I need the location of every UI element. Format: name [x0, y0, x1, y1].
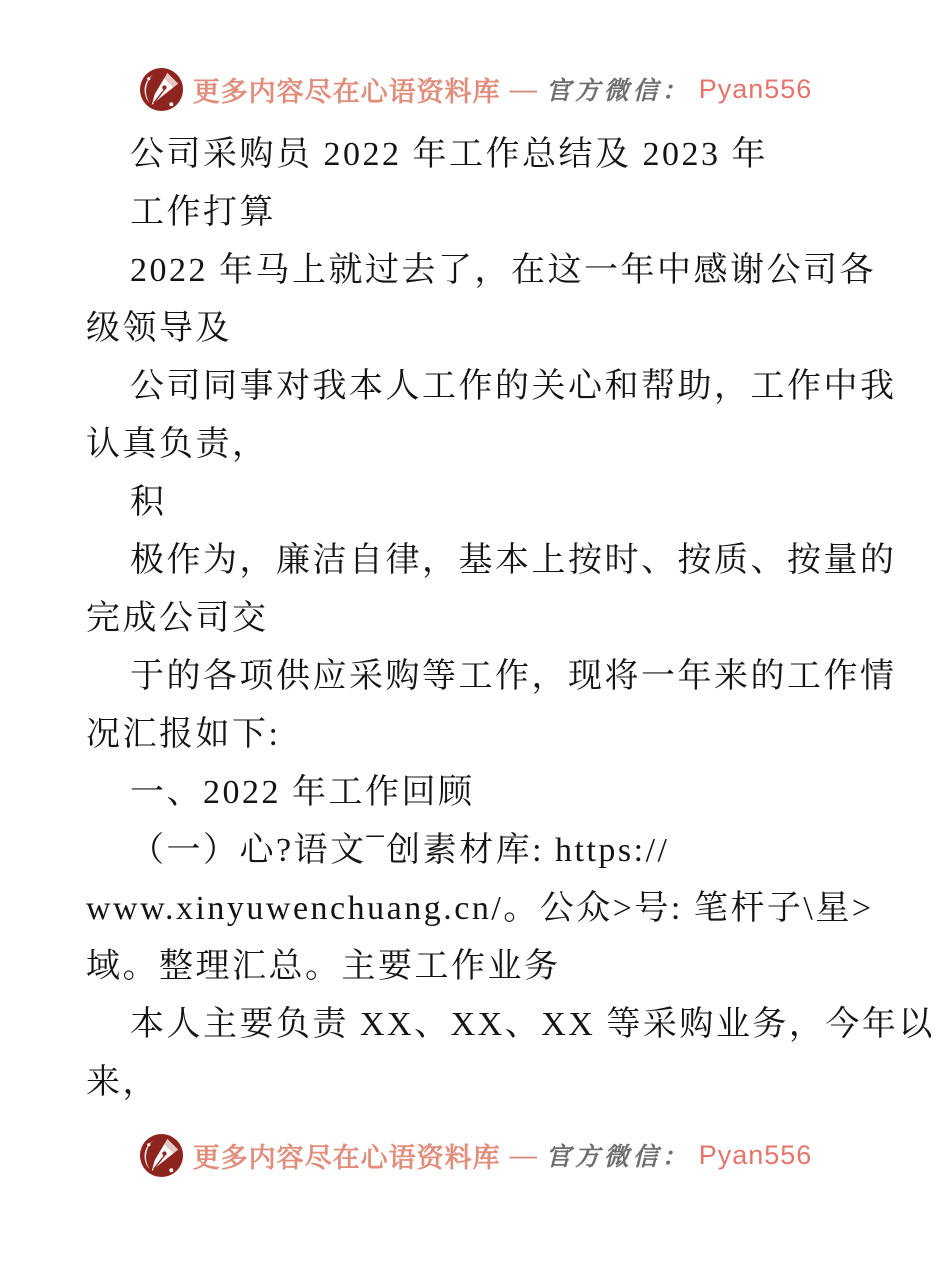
watermark-wechat-account: Pyan556	[698, 73, 813, 104]
document-page	[86, 126, 935, 1112]
text-line: 公司同事对我本人工作的关心和帮助，工作中我	[130, 368, 897, 405]
text-line: 域。整理汇总。主要工作业务	[86, 948, 561, 985]
text-line: 极作为，廉洁自律，基本上按时、按质、按量的	[130, 542, 897, 579]
watermark-wechat-label: 官方微信：	[545, 78, 691, 105]
pen-logo-icon	[138, 66, 185, 113]
title-line-1: 公司采购员 2022 年工作总结及 2023 年	[130, 136, 768, 173]
text-line: 级领导及	[86, 310, 232, 347]
text-line: 2022 年马上就过去了，在这一年中感谢公司各	[130, 252, 876, 289]
watermark-dash: —	[509, 73, 537, 104]
watermark-brand-text: 更多内容尽在心语资料库	[192, 76, 501, 107]
text-line: 于的各项供应采购等工作，现将一年来的工作情	[130, 658, 897, 695]
text-line: 来，	[86, 1064, 159, 1101]
text-line: 完成公司交	[86, 600, 269, 637]
text-line: 认真负责，	[86, 426, 269, 463]
pen-logo-icon	[138, 1132, 185, 1179]
title-line-2: 工作打算	[130, 194, 276, 231]
footer-watermark	[0, 1122, 950, 1188]
text-line: 况汇报如下:	[86, 716, 281, 753]
text-line: www.xinyuwenchuang.cn/。公众>号: 笔杆子\星>	[86, 890, 874, 927]
section-heading: 一、2022 年工作回顾	[130, 774, 475, 811]
text-line: 本人主要负责 XX、XX、XX 等采购业务，今年以	[130, 1006, 935, 1043]
watermark-brand-text: 更多内容尽在心语资料库	[192, 1142, 501, 1173]
watermark-wechat-account: Pyan556	[698, 1139, 813, 1170]
text-line: 积	[130, 484, 167, 521]
text-line: （一）心?语文¯创素材库: https://	[130, 832, 670, 869]
watermark-wechat-label: 官方微信：	[545, 1144, 691, 1171]
watermark-dash: —	[509, 1139, 537, 1170]
header-watermark	[0, 56, 950, 122]
